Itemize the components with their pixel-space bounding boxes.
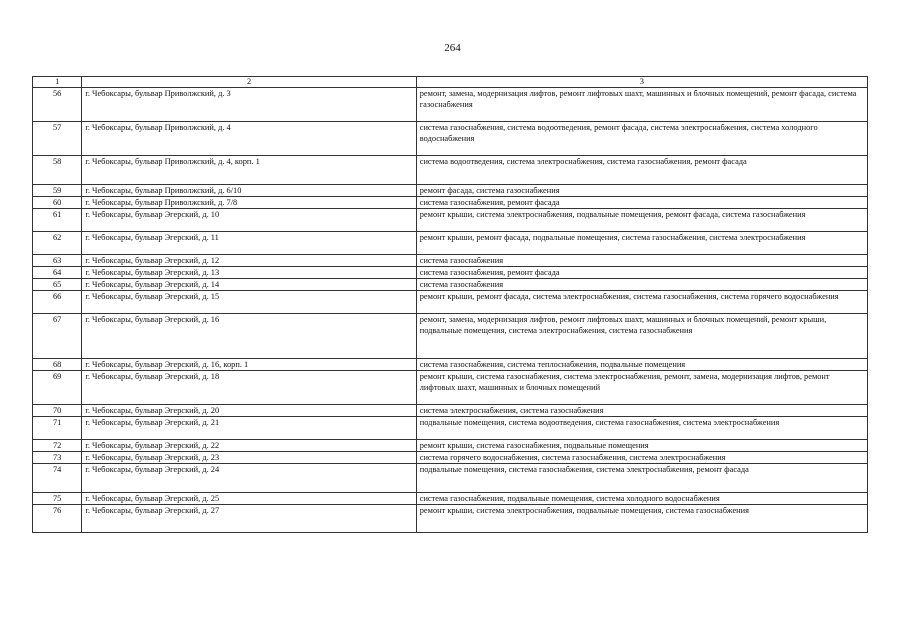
row-address: г. Чебоксары, бульвар Эгерский, д. 16, корп. 1 <box>82 359 416 371</box>
header-col-3: 3 <box>416 77 867 88</box>
table-row <box>33 255 868 267</box>
row-address: г. Чебоксары, бульвар Эгерский, д. 16 <box>82 314 416 359</box>
row-works: система газоснабжения, система водоотведения, ремонт фасада, система электроснабжения, система холодного водоснабжения <box>416 122 867 156</box>
row-works: ремонт крыши, система электроснабжения, подвальные помещения, система газоснабжения <box>416 505 867 533</box>
row-works: система газоснабжения, система теплоснабжения, подвальные помещения <box>416 359 867 371</box>
row-works: система газоснабжения <box>416 255 867 267</box>
row-address: г. Чебоксары, бульвар Эгерский, д. 11 <box>82 232 416 255</box>
table-row <box>33 359 868 371</box>
row-address: г. Чебоксары, бульвар Эгерский, д. 13 <box>82 267 416 279</box>
row-address: г. Чебоксары, бульвар Эгерский, д. 15 <box>82 291 416 314</box>
row-number: 65 <box>33 279 82 291</box>
row-works: система горячего водоснабжения, система газоснабжения, система электроснабжения <box>416 452 867 464</box>
row-address: г. Чебоксары, бульвар Эгерский, д. 22 <box>82 440 416 452</box>
table-row <box>33 267 868 279</box>
row-number: 66 <box>33 291 82 314</box>
row-number: 74 <box>33 464 82 493</box>
table-row <box>33 185 868 197</box>
row-number: 63 <box>33 255 82 267</box>
table-row <box>33 452 868 464</box>
row-address: г. Чебоксары, бульвар Эгерский, д. 10 <box>82 209 416 232</box>
row-address: г. Чебоксары, бульвар Эгерский, д. 24 <box>82 464 416 493</box>
table-row <box>33 464 868 493</box>
row-number: 75 <box>33 493 82 505</box>
table-row <box>33 314 868 359</box>
row-number: 72 <box>33 440 82 452</box>
row-works: ремонт крыши, система газоснабжения, система электроснабжения, ремонт, замена, модернизация лифтов, ремонт лифтовых шахт, машинных и блочных помещений <box>416 371 867 405</box>
page-number: 264 <box>444 42 461 54</box>
table-header-row <box>33 77 868 88</box>
row-works: система газоснабжения, ремонт фасада <box>416 197 867 209</box>
table-row <box>33 493 868 505</box>
row-number: 69 <box>33 371 82 405</box>
row-address: г. Чебоксары, бульвар Эгерский, д. 25 <box>82 493 416 505</box>
row-address: г. Чебоксары, бульвар Эгерский, д. 14 <box>82 279 416 291</box>
row-works: ремонт, замена, модернизация лифтов, ремонт лифтовых шахт, машинных и блочных помещений, ремонт фасада, система газоснабжения <box>416 88 867 122</box>
table-row <box>33 405 868 417</box>
row-address: г. Чебоксары, бульвар Эгерский, д. 20 <box>82 405 416 417</box>
row-number: 59 <box>33 185 82 197</box>
row-works: система газоснабжения <box>416 279 867 291</box>
row-works: система водоотведения, система электроснабжения, система газоснабжения, ремонт фасада <box>416 156 867 185</box>
row-address: г. Чебоксары, бульвар Приволжский, д. 6/10 <box>82 185 416 197</box>
row-number: 67 <box>33 314 82 359</box>
table-row <box>33 371 868 405</box>
header-col-1: 1 <box>33 77 82 88</box>
table-row <box>33 209 868 232</box>
row-number: 61 <box>33 209 82 232</box>
row-works: подвальные помещения, система газоснабжения, система электроснабжения, ремонт фасада <box>416 464 867 493</box>
address-works-table <box>32 76 868 533</box>
row-address: г. Чебоксары, бульвар Эгерский, д. 21 <box>82 417 416 440</box>
row-number: 64 <box>33 267 82 279</box>
row-address: г. Чебоксары, бульвар Приволжский, д. 4 <box>82 122 416 156</box>
row-number: 71 <box>33 417 82 440</box>
row-address: г. Чебоксары, бульвар Эгерский, д. 12 <box>82 255 416 267</box>
row-number: 68 <box>33 359 82 371</box>
table-row <box>33 156 868 185</box>
row-works: ремонт, замена, модернизация лифтов, ремонт лифтовых шахт, машинных и блочных помещений, ремонт крыши, подвальные помещения, система электроснабжения, система газоснабжения <box>416 314 867 359</box>
row-address: г. Чебоксары, бульвар Эгерский, д. 18 <box>82 371 416 405</box>
row-works: система электроснабжения, система газоснабжения <box>416 405 867 417</box>
row-works: ремонт крыши, система электроснабжения, подвальные помещения, ремонт фасада, система газоснабжения <box>416 209 867 232</box>
row-number: 76 <box>33 505 82 533</box>
row-address: г. Чебоксары, бульвар Приволжский, д. 7/8 <box>82 197 416 209</box>
table-row <box>33 440 868 452</box>
row-address: г. Чебоксары, бульвар Приволжский, д. 3 <box>82 88 416 122</box>
row-works: система газоснабжения, ремонт фасада <box>416 267 867 279</box>
row-number: 56 <box>33 88 82 122</box>
table-row <box>33 417 868 440</box>
row-address: г. Чебоксары, бульвар Эгерский, д. 27 <box>82 505 416 533</box>
row-number: 60 <box>33 197 82 209</box>
row-number: 70 <box>33 405 82 417</box>
row-number: 73 <box>33 452 82 464</box>
table-row <box>33 122 868 156</box>
table-row <box>33 88 868 122</box>
row-address: г. Чебоксары, бульвар Приволжский, д. 4, корп. 1 <box>82 156 416 185</box>
row-works: ремонт крыши, система газоснабжения, подвальные помещения <box>416 440 867 452</box>
header-col-2: 2 <box>82 77 416 88</box>
row-works: ремонт фасада, система газоснабжения <box>416 185 867 197</box>
table-row <box>33 279 868 291</box>
table-row <box>33 232 868 255</box>
row-works: система газоснабжения, подвальные помещения, система холодного водоснабжения <box>416 493 867 505</box>
table-row <box>33 505 868 533</box>
row-address: г. Чебоксары, бульвар Эгерский, д. 23 <box>82 452 416 464</box>
row-works: ремонт крыши, ремонт фасада, система электроснабжения, система газоснабжения, система горячего водоснабжения <box>416 291 867 314</box>
row-number: 57 <box>33 122 82 156</box>
table-row <box>33 291 868 314</box>
row-number: 58 <box>33 156 82 185</box>
table-row <box>33 197 868 209</box>
row-number: 62 <box>33 232 82 255</box>
row-works: подвальные помещения, система водоотведения, система газоснабжения, система электроснабжения <box>416 417 867 440</box>
row-works: ремонт крыши, ремонт фасада, подвальные помещения, система газоснабжения, система электроснабжения <box>416 232 867 255</box>
